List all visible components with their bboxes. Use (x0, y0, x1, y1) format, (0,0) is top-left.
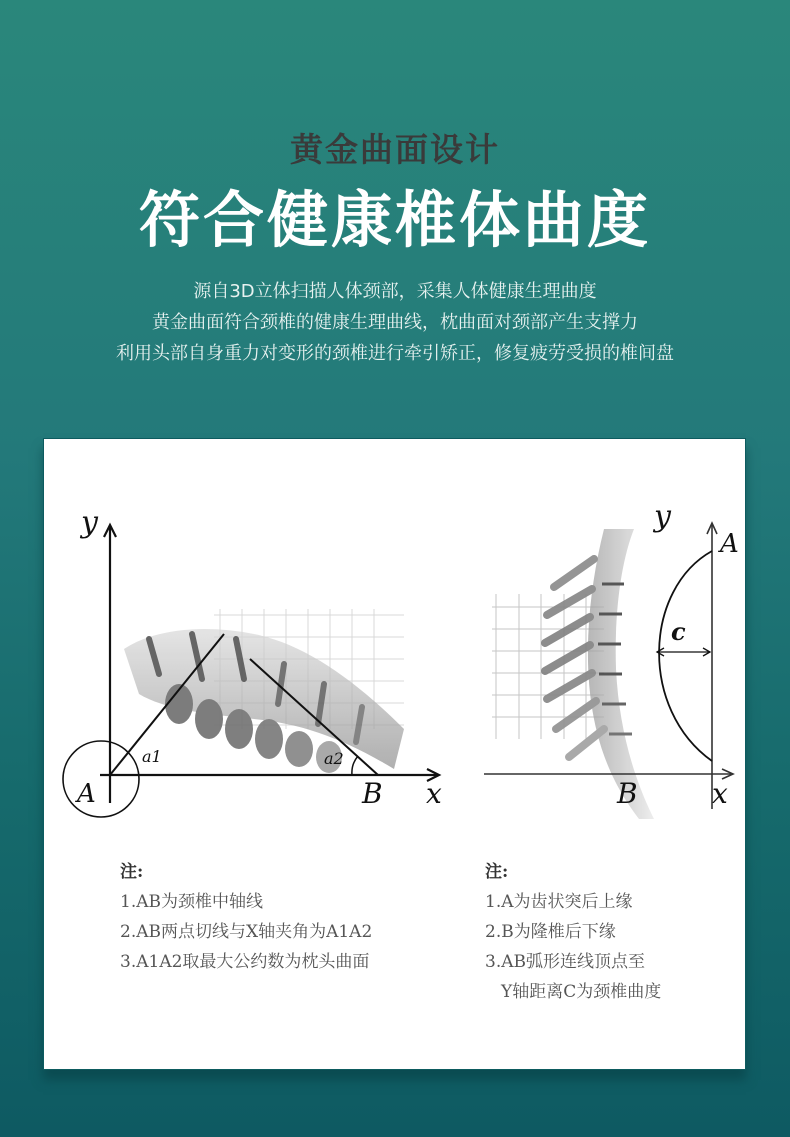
y-axis-label: y (654, 499, 671, 534)
notes-heading: 注: (485, 862, 509, 882)
notes-left (120, 857, 372, 977)
note-item: 2.AB两点切线与X轴夹角为A1A2 (120, 922, 373, 942)
description (0, 276, 790, 369)
angle-a2-label: a2 (324, 749, 344, 768)
distance-c-label: c (671, 617, 686, 646)
note-item: 1.A为齿状突后上缘 (485, 892, 633, 912)
note-item: Y轴距离C为颈椎曲度 (501, 982, 662, 1002)
note-item: 2.B为隆椎后下缘 (485, 922, 616, 942)
description-line: 源自3D立体扫描人体颈部，采集人体健康生理曲度 (193, 281, 597, 302)
point-a-label: A (77, 779, 96, 809)
angle-a1-label: a1 (142, 747, 162, 766)
section-title: 符合健康椎体曲度 (138, 185, 651, 256)
x-axis-label: x (426, 777, 442, 810)
right-diagram (474, 489, 747, 839)
left-diagram (44, 439, 444, 839)
spine-illustration (124, 629, 404, 773)
spine-illustration (545, 529, 654, 819)
note-item: 3.A1A2取最大公约数为枕头曲面 (120, 952, 370, 972)
section-subtitle: 黄金曲面设计 (290, 130, 500, 169)
point-b-label: B (362, 777, 383, 810)
notes-heading: 注: (120, 862, 144, 882)
note-item: 1.AB为颈椎中轴线 (120, 892, 263, 912)
distance-arrow (657, 648, 710, 656)
y-axis-label: y (81, 505, 98, 540)
description-line: 利用头部自身重力对变形的颈椎进行牵引矫正，修复疲劳受损的椎间盘 (116, 343, 674, 364)
diagram-card (43, 438, 746, 1070)
point-a-label: A (720, 529, 739, 559)
angle-arc-a2 (352, 756, 358, 775)
point-a-circle (63, 741, 139, 817)
point-b-label: B (617, 777, 638, 810)
x-axis-label: x (712, 777, 728, 810)
note-item: 3.AB弧形连线顶点至 (485, 952, 645, 972)
description-line: 黄金曲面符合颈椎的健康生理曲线，枕曲面对颈部产生支撑力 (152, 312, 638, 333)
notes-right (485, 857, 661, 1007)
